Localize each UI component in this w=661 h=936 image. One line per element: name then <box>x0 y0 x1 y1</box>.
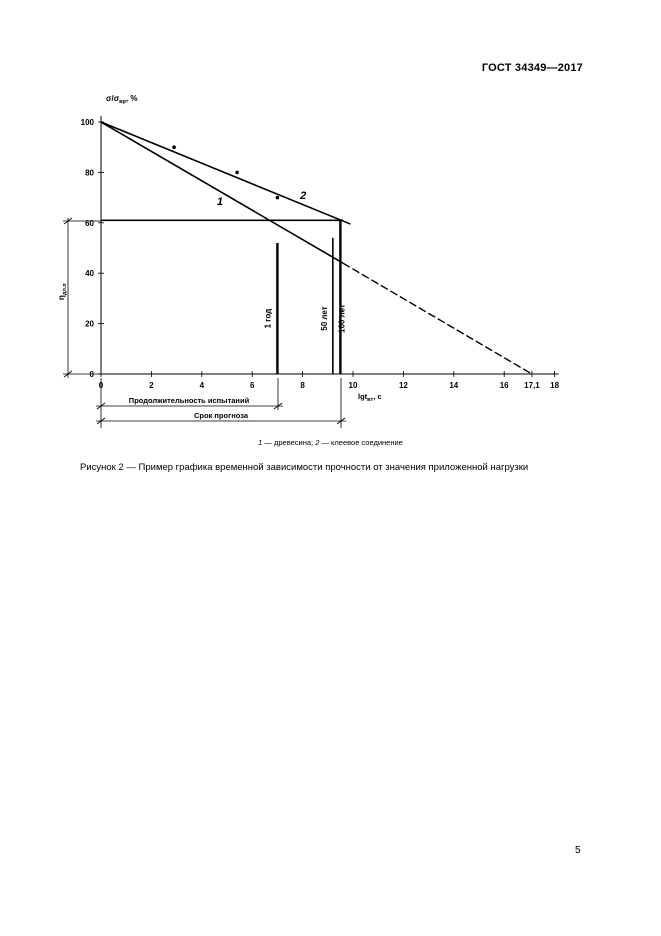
series-1-line <box>101 122 343 263</box>
x-tick-label-4: 4 <box>199 381 205 390</box>
y-tick-label-100: 100 <box>80 118 94 127</box>
x-tick-label-8: 8 <box>300 381 305 390</box>
x-dimension-brackets <box>96 378 346 428</box>
y-tick-label-60: 60 <box>85 218 94 228</box>
figure-caption: Рисунок 2 — Пример графика временной зависимости прочности от значения приложенной нагрузки <box>80 462 529 473</box>
y-tick-label-80: 80 <box>85 168 94 178</box>
y-axis-title: $\sigma/\sigma_{вр}$, % <box>106 94 138 105</box>
series-2-point-2 <box>235 171 239 175</box>
bracket-forecast: Срок прогноза <box>193 411 249 420</box>
legend-item1-num: 1 <box>258 438 263 447</box>
series-2-point-1 <box>172 145 176 149</box>
x-axis-title: lgt$_{вт}$, c <box>358 392 382 403</box>
series-2-label: 2 <box>300 189 307 202</box>
marker-label-2: 50 лет <box>319 306 329 331</box>
eta-label: $\eta_{дл.п}$ <box>57 283 68 300</box>
eta-dimension <box>57 218 102 378</box>
x-tick-label-10: 10 <box>348 381 358 390</box>
series-1-extrapolation <box>343 263 532 374</box>
y-tick-label-0: 0 <box>89 370 94 379</box>
x-tick-label-6: 6 <box>249 381 255 390</box>
y-tick-label-40: 40 <box>85 269 94 279</box>
x-tick-label-16: 16 <box>499 381 509 390</box>
x-tick-label-17_1: 17,1 <box>524 381 540 390</box>
x-tick-label-18: 18 <box>550 381 560 390</box>
y-tick-label-20: 20 <box>85 319 94 329</box>
x-tick-label-14: 14 <box>449 381 459 390</box>
legend-item1-text: — древесина; <box>262 438 316 447</box>
x-tick-label-0: 0 <box>98 381 104 390</box>
series-1-label: 1 <box>216 196 224 209</box>
legend-item2-text: — клеевое соединение <box>319 438 403 447</box>
series-2-line <box>101 122 350 224</box>
x-tick-label-2: 2 <box>149 381 154 390</box>
bracket-test-duration: Продолжительность испытаний <box>128 396 250 405</box>
document-code: ГОСТ 34349—2017 <box>481 62 583 74</box>
marker-label-3: 100 лет <box>337 304 347 333</box>
page-number: 5 <box>575 845 581 856</box>
legend-item2-num: 2 <box>315 438 320 447</box>
marker-label-1: 1 год <box>263 308 273 329</box>
figure-legend <box>0 438 661 447</box>
series-2-point-3 <box>276 196 280 200</box>
plot-area <box>81 116 560 390</box>
x-tick-label-12: 12 <box>398 381 408 390</box>
